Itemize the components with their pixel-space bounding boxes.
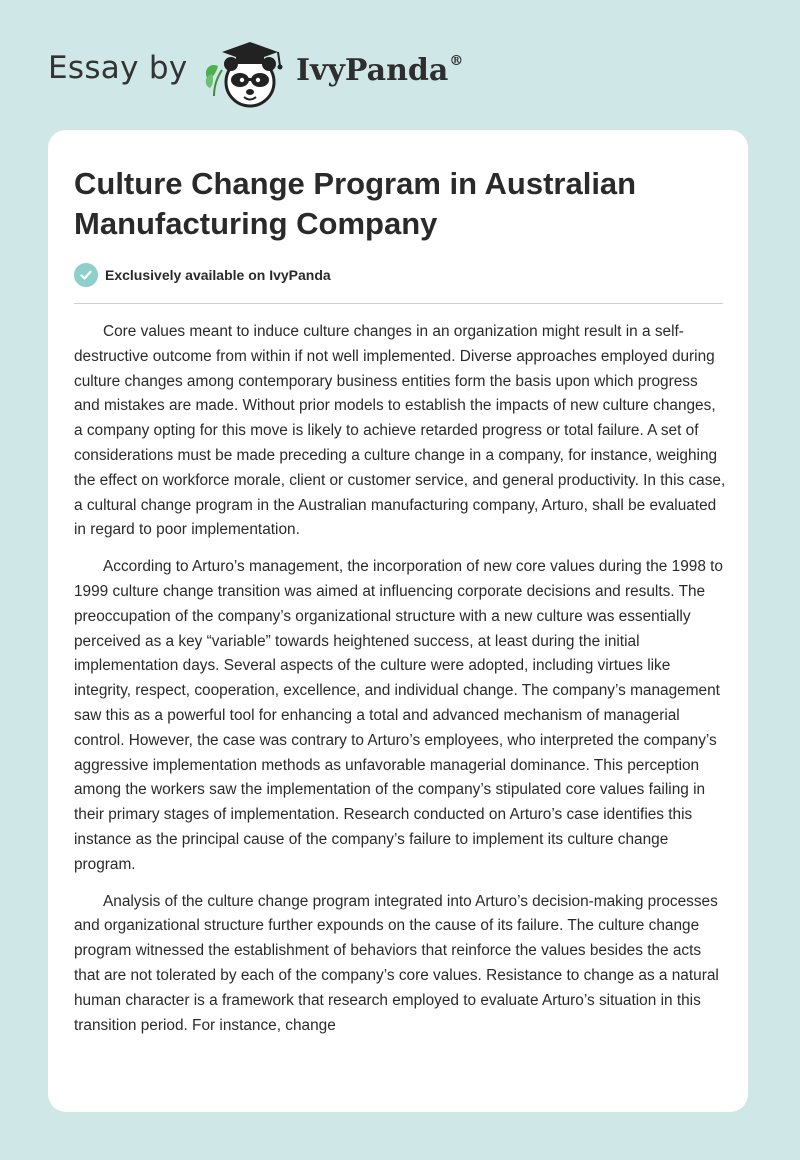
site-header bbox=[0, 0, 800, 130]
badge-text: Exclusively available on IvyPanda bbox=[105, 267, 331, 283]
paragraph: According to Arturo’s management, the incorporation of new core values during the 1998 to 1999 culture change transition was aimed at influencing corporate decisions and results. The preoccupation of the company’s organizational structure with a new culture was essentially perceived as a key “variable” towards heightened success, at least during the initial implementation days. Several aspects of the culture were adopted, including virtues like integrity, respect, cooperation, excellence, and individual change. The company’s management saw this as a powerful tool for enhancing a total and advanced mechanism of managerial control. However, the case was contrary to Arturo’s employees, who interpreted the company’s aggressive implementation methods as unfavorable managerial dominance. This perception among the workers saw the implementation of the company’s stipulated core values failing in their primary stages of implementation. Research conducted on Arturo’s case identifies this instance as the principal cause of the company’s failure to implement its culture change program. bbox=[74, 558, 723, 873]
check-circle-icon bbox=[74, 263, 98, 287]
paragraph: Core values meant to induce culture changes in an organization might result in a self-destructive outcome from within if not well implemented. Diverse approaches employed during culture changes among contemporary business entities form the basis upon which progress and mistakes are made. Without prior models to establish the impacts of new culture changes, a company opting for this move is likely to achieve retarded progress or total failure. A set of considerations must be made preceding a culture change in a company, for instance, weighing the effect on workforce morale, client or customer service, and general productivity. In this case, a cultural change program in the Australian manufacturing company, Arturo, shall be evaluated in regard to poor implementation. bbox=[74, 323, 726, 539]
brand-name[interactable]: IvyPanda® bbox=[296, 53, 464, 88]
panda-graduate-icon[interactable] bbox=[200, 36, 296, 110]
essay-card bbox=[48, 130, 748, 1112]
brand-prefix: Essay by bbox=[48, 50, 188, 86]
page-title: Culture Change Program in Australian Manufacturing Company bbox=[74, 166, 637, 241]
divider bbox=[74, 303, 723, 304]
essay-body bbox=[74, 320, 726, 1050]
paragraph: Analysis of the culture change program integrated into Arturo’s decision-making processes and organizational structure further expounds on the cause of its failure. The culture change program witnessed the establishment of behaviors that reinforce the values besides the acts that are not tolerated by each of the company’s core values. Resistance to change as a natural human character is a framework that research employed to evaluate Arturo’s situation in this transition period. For instance, change bbox=[74, 892, 719, 1034]
exclusive-badge bbox=[74, 262, 331, 288]
